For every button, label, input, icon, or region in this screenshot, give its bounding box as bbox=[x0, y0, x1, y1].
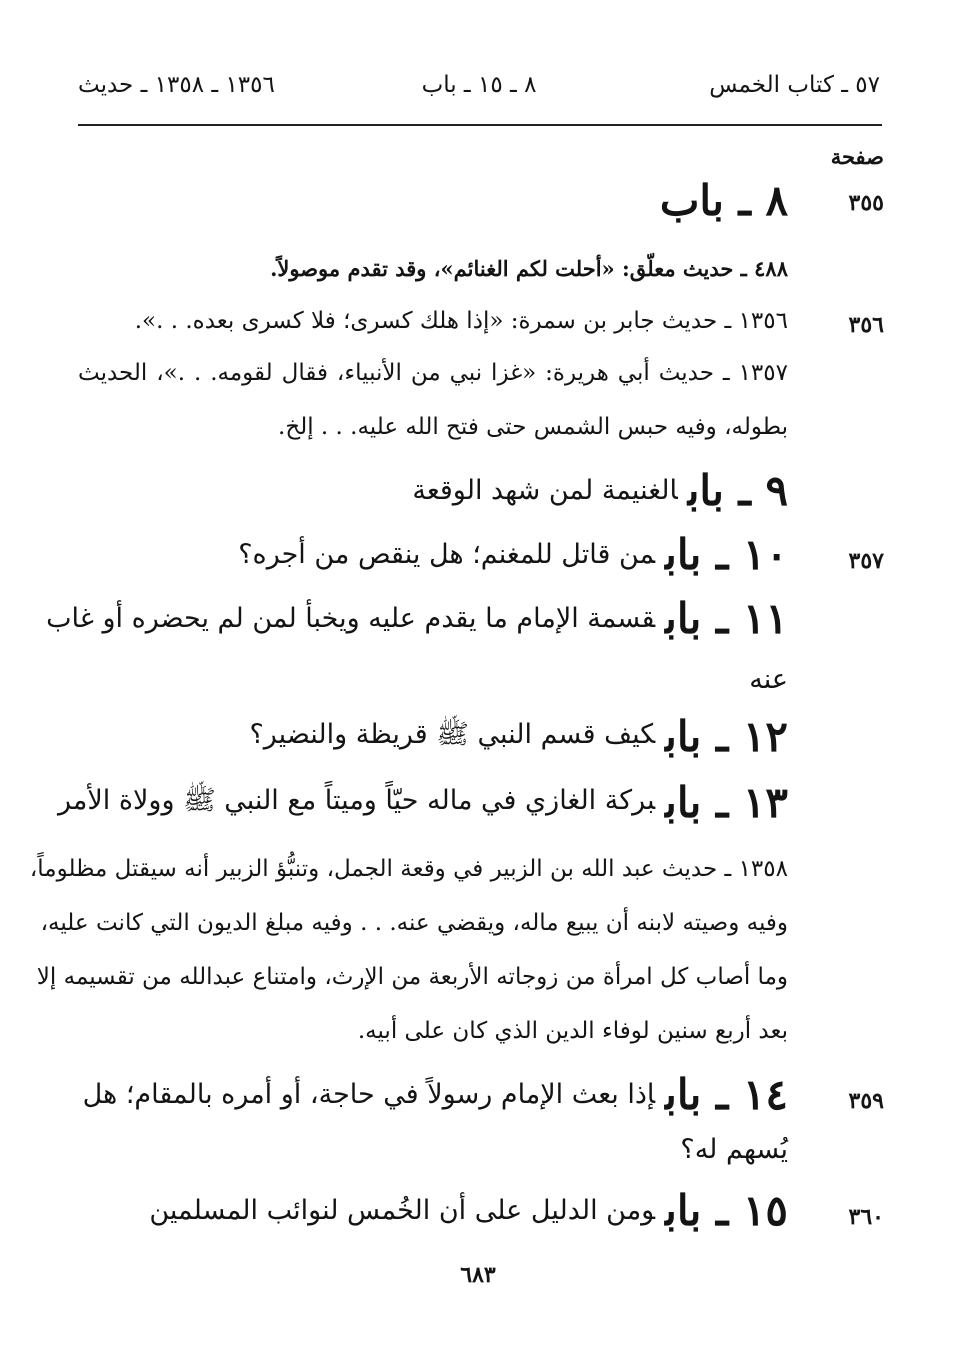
header-sections: ٨ ـ ١٥ ـ باب bbox=[421, 72, 537, 98]
hadith-1358-line-4: بعد أربع سنين لوفاء الدين الذي كان على أبيه. bbox=[357, 1018, 788, 1044]
hadith-1358-line-2: وفيه وصيته لابنه أن يبيع ماله، ويقضي عنه. . . وفيه مبلغ الديون التي كانت عليه، bbox=[40, 910, 788, 936]
bab-11-heading bbox=[46, 594, 788, 643]
bab-14-title: إذا بعث الإمام رسولاً في حاجة، أو أمره بالمقام؛ هل bbox=[82, 1079, 656, 1110]
bab-9-heading bbox=[412, 466, 788, 515]
page-column-title: صفحة bbox=[830, 144, 884, 169]
bab-8-heading bbox=[660, 176, 788, 225]
bab-12-heading bbox=[249, 712, 788, 761]
bab-14-label: ١٤ ـ باب bbox=[665, 1070, 788, 1119]
hadith-1358-line-3: وما أصاب كل امرأة من زوجاته الأربعة من الإرث، وامتناع عبدالله من تقسيمه إلا bbox=[36, 964, 788, 990]
bab-10-title: من قاتل للمغنم؛ هل ينقص من أجره؟ bbox=[238, 539, 656, 570]
page-ref-356: ٣٥٦ bbox=[848, 312, 884, 338]
page-ref-359: ٣٥٩ bbox=[848, 1088, 884, 1114]
bab-13-title: بركة الغازي في ماله حيّاً وميتاً مع النبي ﷺ وولاة الأمر bbox=[58, 784, 656, 816]
bab-10-heading bbox=[238, 530, 788, 579]
bab-15-label: ١٥ ـ باب bbox=[665, 1186, 788, 1235]
bab-10-label: ١٠ ـ باب bbox=[665, 530, 788, 579]
bab-15-heading bbox=[149, 1186, 788, 1235]
bab-14-title-cont: يُسهم له؟ bbox=[680, 1134, 788, 1165]
bab-9-label: ٩ ـ باب bbox=[687, 466, 788, 515]
header-hadith-range: ١٣٥٦ ـ ١٣٥٨ ـ حديث bbox=[78, 72, 275, 98]
running-header bbox=[78, 72, 880, 112]
bab-12-title: كيف قسم النبي ﷺ قريظة والنضير؟ bbox=[249, 718, 656, 750]
bab-13-label: ١٣ ـ باب bbox=[665, 778, 788, 827]
bab-11-title-cont: عنه bbox=[749, 664, 788, 695]
hadith-488: ٤٨٨ ـ حديث معلّق: «أحلت لكم الغنائم»، وقد تقدم موصولاً. bbox=[270, 256, 788, 281]
header-chapter: ٥٧ ـ كتاب الخمس bbox=[709, 72, 880, 98]
bab-12-label: ١٢ ـ باب bbox=[665, 712, 788, 761]
bab-11-label: ١١ ـ باب bbox=[665, 594, 788, 643]
bab-15-title: ومن الدليل على أن الخُمس لنوائب المسلمين bbox=[149, 1195, 656, 1226]
page-ref-355: ٣٥٥ bbox=[848, 190, 884, 216]
bab-13-heading bbox=[58, 778, 788, 827]
header-divider bbox=[78, 124, 882, 126]
page-number: ٦٨٣ bbox=[460, 1262, 496, 1288]
bab-8-label: ٨ ـ باب bbox=[659, 176, 788, 225]
hadith-1356: ١٣٥٦ ـ حديث جابر بن سمرة: «إذا هلك كسرى؛ فلا كسرى بعده. . .». bbox=[134, 308, 788, 334]
hadith-1357-line-1: ١٣٥٧ ـ حديث أبي هريرة: «غزا نبي من الأنبياء، فقال لقومه. . .»، الحديث bbox=[78, 360, 788, 386]
bab-11-title: قسمة الإمام ما يقدم عليه ويخبأ لمن لم يحضره أو غاب bbox=[46, 603, 656, 634]
page-ref-360: ٣٦٠ bbox=[848, 1204, 884, 1230]
hadith-1357-line-2: بطوله، وفيه حبس الشمس حتى فتح الله عليه. . . إلخ. bbox=[278, 414, 788, 440]
hadith-1358-line-1: ١٣٥٨ ـ حديث عبد الله بن الزبير في وقعة الجمل، وتنبُّؤ الزبير أنه سيقتل مظلوماً، bbox=[29, 856, 788, 882]
bab-9-title: الغنيمة لمن شهد الوقعة bbox=[412, 475, 678, 506]
page-ref-357: ٣٥٧ bbox=[848, 548, 884, 574]
bab-14-heading bbox=[83, 1070, 788, 1119]
